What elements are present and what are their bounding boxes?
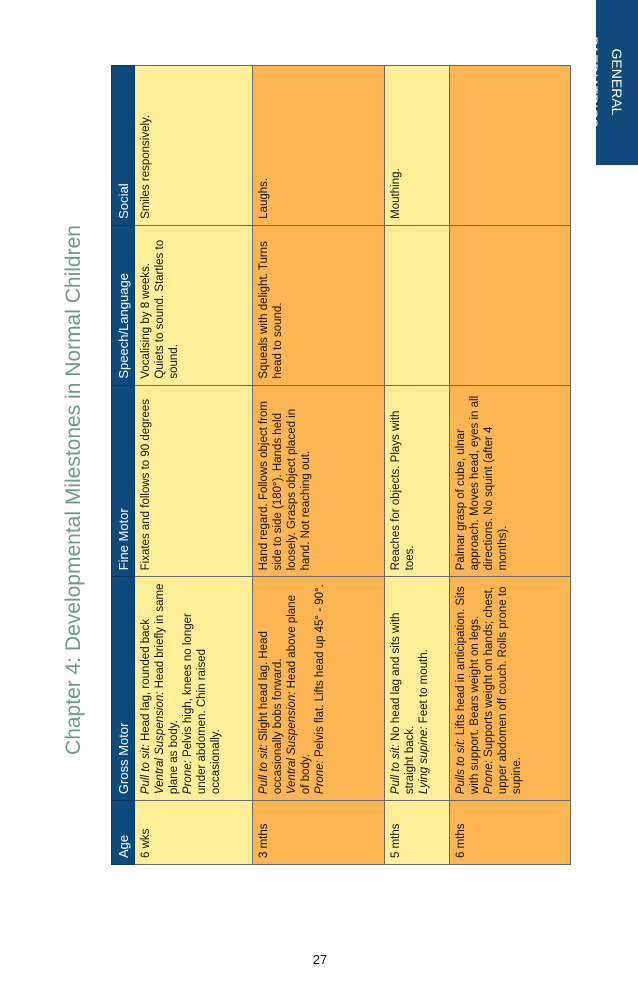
cell-fine-motor: Fixates and follows to 90 degrees [135,385,253,577]
gross-label: Pull to sit: [140,744,152,795]
cell-age: 3 mths [253,801,384,865]
cell-fine-motor: Hand regard. Follows object from side to side (180°). Hands held loosely. Grasps object placed in hand. Not reaching out. [253,385,384,577]
cell-age: 6 wks [135,801,253,865]
gross-text: Pelvis high, knees no longer under abdomen. Chin raised occasionally. [182,613,223,795]
gross-label: Prone: [182,760,195,795]
gross-label: Pull to sit: [258,744,271,795]
gross-label: Pull to sit: [389,744,402,795]
gross-label: Prone: [314,760,327,795]
cell-age: 6 mths [450,801,571,865]
gross-text: Head above plane of body. [286,595,313,795]
table-header-row [112,66,135,865]
gross-text: Pelvis flat. Lifts head up 45° - 90°. [314,584,327,761]
milestones-table-container [111,65,571,865]
table-row [253,66,384,865]
gross-text: Lifts head in anticipation. Sits with support. Bears weight on legs. [455,586,482,795]
cell-speech-language [384,225,450,385]
cell-gross-motor [450,577,571,801]
cell-social: Laughs. [253,66,384,226]
cell-social: Mouthing. [384,66,450,226]
header-age: Age [112,801,135,865]
cell-fine-motor: Reaches for objects. Plays with toes. [384,385,450,577]
cell-gross-motor [253,577,384,801]
cell-gross-motor [135,577,253,801]
gross-label: Prone: [483,760,496,795]
cell-speech-language: Vocalising by 8 weeks. Quiets to sound. Startles to sound. [135,225,253,385]
header-speech-language: Speech/Language [112,225,135,385]
table-row [384,66,450,865]
cell-speech-language [450,225,571,385]
gross-text: Head lag, rounded back [140,618,152,745]
gross-label: Ventral Suspension: [286,691,299,795]
gross-text: Head briefly in same plane as body. [154,583,181,795]
gross-label: Ventral Suspension: [154,691,167,795]
cell-social [450,66,571,226]
cell-social: Smiles responsively. [135,66,253,226]
gross-text: Slight head lag. Head occasionally bobs forward. [258,631,285,795]
cell-age: 5 mths [384,801,450,865]
gross-label: Pulls to sit: [455,738,468,795]
header-fine-motor: Fine Motor [112,385,135,577]
section-tab-label: GENERAL PAEDIATRICS [585,36,625,128]
page-number: 27 [312,952,328,967]
cell-gross-motor [384,577,450,801]
gross-text: Supports weight on hands; chest, upper abdomen off couch. Rolls prone to supine. [483,586,524,795]
gross-text: Feet to mouth. [417,649,430,727]
table-row [135,66,253,865]
gross-text: No head lag and sits with straight back. [389,612,416,795]
milestones-table [111,65,571,865]
gross-label: Lying supine: [417,726,430,795]
header-gross-motor: Gross Motor [112,577,135,801]
chapter-title: Chapter 4: Developmental Milestones in Normal Children [62,225,85,755]
cell-speech-language: Squeals with delight. Turns head to sound. [253,225,384,385]
header-social: Social [112,66,135,226]
table-row [450,66,571,865]
cell-fine-motor: Palmar grasp of cube, ulnar approach. Moves head, eyes in all directions. No squint (after 4 months). [450,385,571,577]
